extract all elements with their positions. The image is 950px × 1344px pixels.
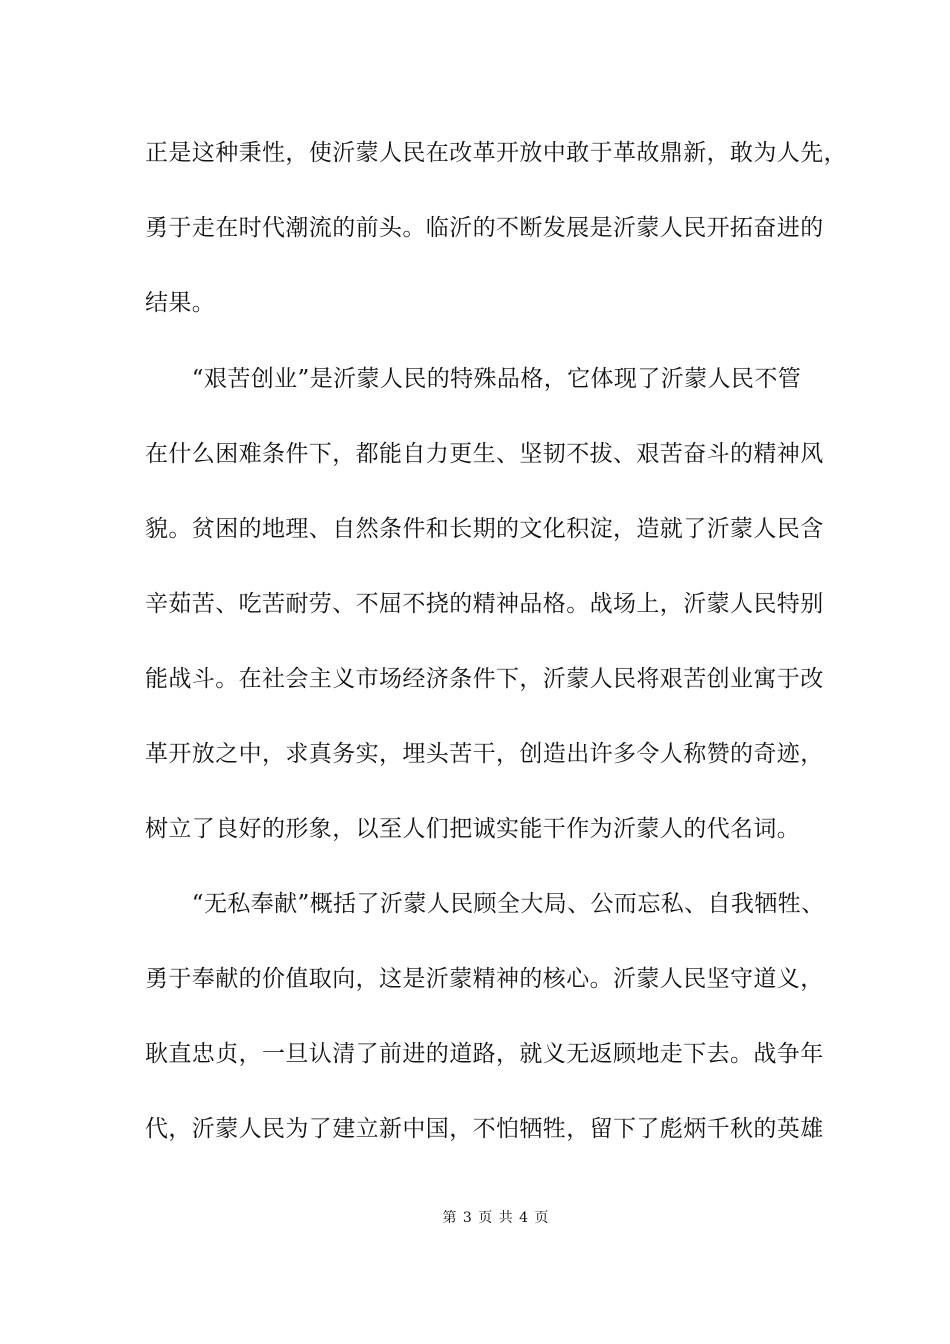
- text-line: 貌。贫困的地理、自然条件和长期的文化积淀，造就了沂蒙人民含: [145, 516, 824, 542]
- text-line: 结果。: [145, 290, 216, 316]
- page-number-footer: 第 3 页 共 4 页: [442, 1210, 550, 1226]
- text-line: 在什么困难条件下，都能自力更生、坚韧不拔、艰苦奋斗的精神风: [145, 441, 824, 467]
- text-line: 代，沂蒙人民为了建立新中国，不怕牺牲，留下了彪炳千秋的英雄: [145, 1116, 824, 1142]
- text-line: “艰苦创业”是沂蒙人民的特殊品格，它体现了沂蒙人民不管: [145, 366, 802, 392]
- text-line: 能战斗。在社会主义市场经济条件下，沂蒙人民将艰苦创业寓于改: [145, 666, 824, 692]
- text-line: 树立了良好的形象，以至人们把诚实能干作为沂蒙人的代名词。: [145, 816, 801, 842]
- text-line: 正是这种秉性，使沂蒙人民在改革开放中敢于革故鼎新，敢为人先，: [145, 140, 847, 166]
- text-line: 勇于走在时代潮流的前头。临沂的不断发展是沂蒙人民开拓奋进的: [145, 215, 824, 241]
- text-line: “无私奉献”概括了沂蒙人民顾全大局、公而忘私、自我牺牲、: [145, 891, 825, 917]
- text-line: 辛茹苦、吃苦耐劳、不屈不挠的精神品格。战场上，沂蒙人民特别: [145, 591, 824, 617]
- text-line: 耿直忠贞，一旦认清了前进的道路，就义无返顾地走下去。战争年: [145, 1041, 824, 1067]
- text-line: 勇于奉献的价值取向，这是沂蒙精神的核心。沂蒙人民坚守道义，: [145, 966, 824, 992]
- text-line: 革开放之中，求真务实，埋头苦干，创造出许多令人称赞的奇迹，: [145, 741, 824, 767]
